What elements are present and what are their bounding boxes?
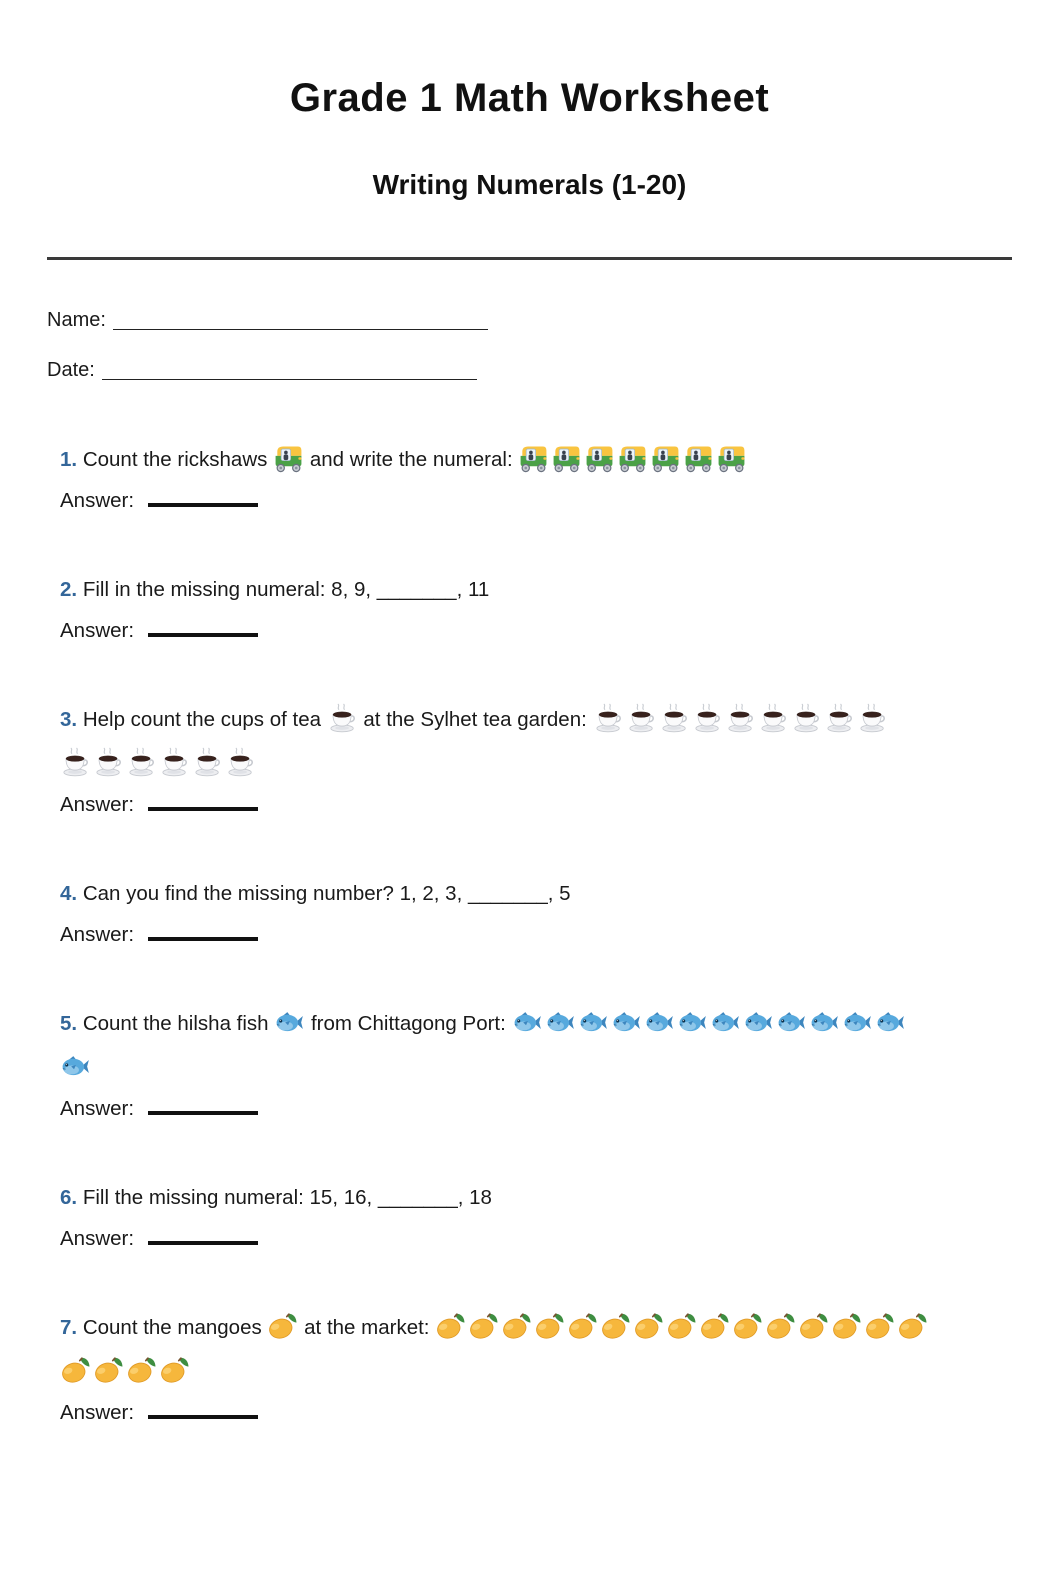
question-post-text: at the market: bbox=[304, 1316, 430, 1339]
teacup-icon bbox=[824, 703, 855, 734]
teacup-icon bbox=[327, 703, 358, 734]
teacup-icon bbox=[126, 747, 157, 778]
question-4-text bbox=[60, 872, 1015, 916]
name-label: Name: bbox=[47, 309, 106, 331]
question-4 bbox=[60, 872, 1015, 950]
mango-icon bbox=[600, 1311, 631, 1342]
teacup-icon bbox=[857, 703, 888, 734]
answer-row bbox=[60, 486, 1015, 516]
fish-icon bbox=[512, 1007, 543, 1038]
question-pre-text: Help count the cups of tea bbox=[82, 708, 321, 731]
fish-icon bbox=[842, 1007, 873, 1038]
answer-label: Answer: bbox=[60, 923, 135, 946]
mango-icon bbox=[93, 1355, 124, 1386]
question-1-text bbox=[60, 438, 1015, 482]
fish-icon bbox=[743, 1007, 774, 1038]
teacup-icon bbox=[593, 703, 624, 734]
fish-icon bbox=[644, 1007, 675, 1038]
answer-label: Answer: bbox=[60, 489, 135, 512]
student-info bbox=[47, 306, 1059, 384]
mango-icon bbox=[501, 1311, 532, 1342]
mango-icon bbox=[126, 1355, 157, 1386]
mango-icon bbox=[159, 1355, 190, 1386]
answer-label: Answer: bbox=[60, 793, 135, 816]
answer-row bbox=[60, 616, 1015, 646]
question-number: 6. bbox=[60, 1186, 78, 1209]
question-number: 4. bbox=[60, 882, 78, 905]
mango-icon bbox=[666, 1311, 697, 1342]
teacup-icon bbox=[60, 747, 91, 778]
fish-icon bbox=[578, 1007, 609, 1038]
teacup-icon bbox=[93, 747, 124, 778]
question-1 bbox=[60, 438, 1015, 516]
question-5-text bbox=[60, 1002, 1015, 1090]
question-number: 2. bbox=[60, 578, 78, 601]
question-number: 3. bbox=[60, 708, 78, 731]
question-7-text bbox=[60, 1306, 1015, 1394]
mango-icon bbox=[798, 1311, 829, 1342]
fish-icon bbox=[710, 1007, 741, 1038]
page-title: Grade 1 Math Worksheet bbox=[289, 76, 770, 120]
answer-blank bbox=[148, 1097, 258, 1115]
question-6-text bbox=[60, 1176, 1015, 1220]
mango-icon bbox=[435, 1311, 466, 1342]
teacup-icon bbox=[791, 703, 822, 734]
fish-icon bbox=[875, 1007, 906, 1038]
rickshaw-icon bbox=[683, 443, 714, 474]
answer-row bbox=[60, 920, 1015, 950]
teacup-icon bbox=[192, 747, 223, 778]
question-3 bbox=[60, 698, 1015, 820]
question-5 bbox=[60, 1002, 1015, 1124]
rickshaw-icon bbox=[650, 443, 681, 474]
question-post-text: and write the numeral: bbox=[309, 448, 513, 471]
answer-blank bbox=[148, 923, 258, 941]
name-blank-line bbox=[113, 308, 488, 330]
mango-icon bbox=[534, 1311, 565, 1342]
question-2-text bbox=[60, 568, 1015, 612]
mango-icon bbox=[267, 1311, 298, 1342]
answer-blank bbox=[148, 619, 258, 637]
fish-icon bbox=[274, 1007, 305, 1038]
mango-icon bbox=[60, 1355, 91, 1386]
name-row bbox=[47, 306, 1059, 334]
teacup-icon bbox=[626, 703, 657, 734]
page-subtitle: Writing Numerals (1-20) bbox=[372, 169, 687, 200]
mango-icon bbox=[897, 1311, 928, 1342]
teacup-icon bbox=[692, 703, 723, 734]
mango-icon bbox=[732, 1311, 763, 1342]
mango-icon bbox=[699, 1311, 730, 1342]
worksheet-page bbox=[0, 76, 1059, 1574]
answer-row bbox=[60, 1398, 1015, 1428]
question-pre-text: Fill in the missing numeral: 8, 9, _______, 11 bbox=[82, 578, 490, 601]
rickshaw-icon bbox=[273, 443, 304, 474]
fish-icon bbox=[677, 1007, 708, 1038]
date-blank-line bbox=[102, 358, 477, 380]
mango-icon bbox=[567, 1311, 598, 1342]
answer-label: Answer: bbox=[60, 1401, 135, 1424]
answer-row bbox=[60, 1094, 1015, 1124]
fish-icon bbox=[611, 1007, 642, 1038]
teacup-icon bbox=[225, 747, 256, 778]
question-pre-text: Count the rickshaws bbox=[82, 448, 268, 471]
date-row bbox=[47, 356, 1059, 384]
teacup-icon bbox=[758, 703, 789, 734]
rickshaw-icon bbox=[551, 443, 582, 474]
question-pre-text: Can you find the missing number? 1, 2, 3, _______, 5 bbox=[82, 882, 571, 905]
date-label: Date: bbox=[47, 359, 95, 381]
teacup-icon bbox=[159, 747, 190, 778]
fish-icon bbox=[776, 1007, 807, 1038]
question-number: 7. bbox=[60, 1316, 78, 1339]
question-post-text: at the Sylhet tea garden: bbox=[363, 708, 587, 731]
rickshaw-icon bbox=[716, 443, 747, 474]
answer-blank bbox=[148, 1401, 258, 1419]
mango-icon bbox=[864, 1311, 895, 1342]
question-number: 5. bbox=[60, 1012, 78, 1035]
teacup-icon bbox=[725, 703, 756, 734]
answer-label: Answer: bbox=[60, 1227, 135, 1250]
answer-label: Answer: bbox=[60, 1097, 135, 1120]
divider bbox=[47, 257, 1012, 260]
answer-blank bbox=[148, 793, 258, 811]
fish-icon bbox=[60, 1051, 91, 1082]
question-list bbox=[60, 438, 1015, 1428]
question-pre-text: Count the hilsha fish bbox=[82, 1012, 269, 1035]
question-post-text: from Chittagong Port: bbox=[310, 1012, 506, 1035]
question-2 bbox=[60, 568, 1015, 646]
question-pre-text: Fill the missing numeral: 15, 16, _______, 18 bbox=[82, 1186, 492, 1209]
answer-row bbox=[60, 1224, 1015, 1254]
mango-icon bbox=[831, 1311, 862, 1342]
answer-blank bbox=[148, 489, 258, 507]
mango-icon bbox=[633, 1311, 664, 1342]
answer-blank bbox=[148, 1227, 258, 1245]
fish-icon bbox=[545, 1007, 576, 1038]
mango-icon bbox=[468, 1311, 499, 1342]
rickshaw-icon-strip bbox=[518, 448, 749, 471]
question-pre-text: Count the mangoes bbox=[82, 1316, 262, 1339]
rickshaw-icon bbox=[584, 443, 615, 474]
rickshaw-icon bbox=[518, 443, 549, 474]
question-3-text bbox=[60, 698, 1015, 786]
question-6 bbox=[60, 1176, 1015, 1254]
question-7 bbox=[60, 1306, 1015, 1428]
mango-icon bbox=[765, 1311, 796, 1342]
fish-icon bbox=[809, 1007, 840, 1038]
answer-row bbox=[60, 790, 1015, 820]
question-number: 1. bbox=[60, 448, 78, 471]
answer-label: Answer: bbox=[60, 619, 135, 642]
rickshaw-icon bbox=[617, 443, 648, 474]
teacup-icon bbox=[659, 703, 690, 734]
